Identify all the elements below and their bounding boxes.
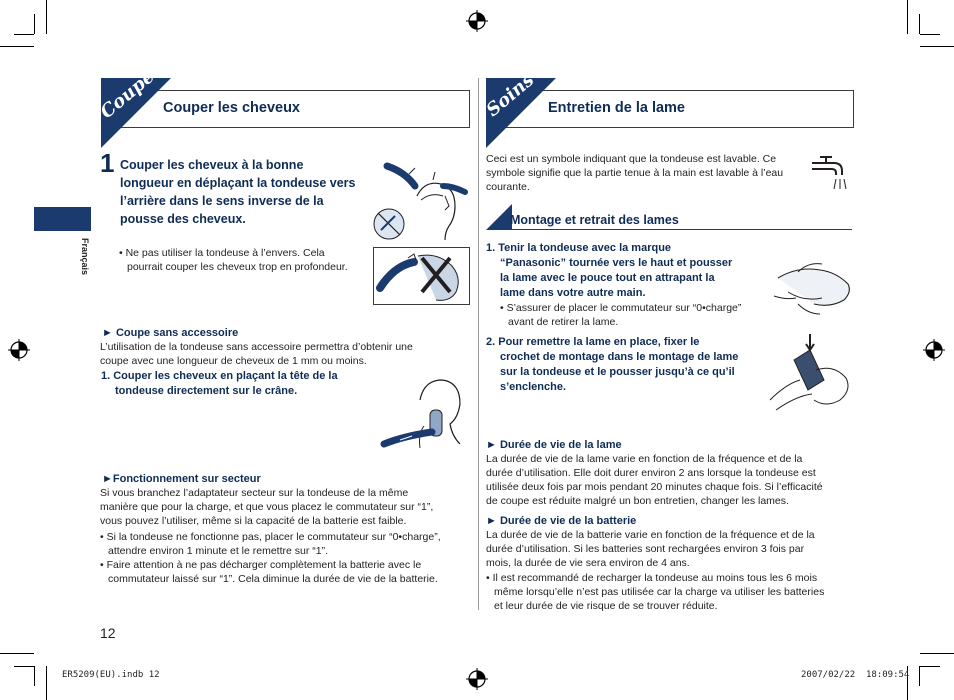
footer-file: ER5209(EU).indb 12 — [62, 670, 160, 680]
step-text: Couper les cheveux à la bonne longueur en déplaçant la tondeuse vers l’arrière dans le sens inverse de la pousse des cheveux. — [120, 158, 356, 226]
crop-mark — [920, 666, 940, 667]
subsection-underline — [487, 229, 852, 230]
section-title: Entretien de la lame — [548, 100, 685, 116]
crop-mark — [46, 0, 47, 34]
subsection-title: Montage et retrait des lames — [510, 213, 679, 227]
crop-mark — [920, 34, 940, 35]
registration-mark-icon — [466, 10, 488, 32]
sans-accessoire-step: 1. Couper les cheveux en plaçant la tête de la tondeuse directement sur le crâne. — [101, 370, 338, 397]
page-number: 12 — [100, 625, 116, 641]
secteur-bullet: • Faire attention à ne pas décharger complètement la batterie avec le commutateur laissé sur “1”. Cela diminue la durée de vie de la batterie. — [100, 559, 438, 585]
crop-mark — [14, 666, 34, 667]
subsection-triangle — [486, 204, 512, 230]
crop-mark — [46, 666, 47, 700]
montage-step-1-note: • S’assurer de placer le commutateur sur “0•charge” avant de retirer la lame. — [500, 302, 742, 328]
section-title: Couper les cheveux — [163, 100, 300, 116]
faucet-washable-icon — [810, 155, 854, 191]
crop-mark — [920, 653, 954, 654]
crop-mark — [14, 34, 34, 35]
crop-mark — [907, 0, 908, 34]
crop-mark — [34, 666, 35, 686]
battery-life-heading: ► Durée de vie de la batterie — [486, 515, 637, 527]
column-divider — [478, 78, 479, 610]
crop-mark — [0, 46, 34, 47]
blade-attach-illustration — [766, 330, 854, 416]
battery-life-text: La durée de vie de la batterie varie en fonction de la fréquence et de la durée d’utilisation. Si les batteries sont rechargées environ 3 fois par mois, la durée de vie sera environ de 4 ans. — [486, 529, 815, 569]
section-tab-label: Soins — [482, 69, 539, 121]
secteur-bullet: • Si la tondeuse ne fonctionne pas, placer le commutateur sur “0•charge”, attendre environ 1 minute et le remettre sur “1”. — [100, 531, 441, 557]
hair-cut-illustration — [373, 156, 469, 246]
no-reverse-illustration — [374, 248, 467, 302]
montage-step-1: 1. Tenir la tondeuse avec la marque “Panasonic” tournée vers le haut et pousser la lame avec le pouce tout en attrapant la lame dans votre autre main. — [486, 242, 733, 299]
washable-text: Ceci est un symbole indiquant que la tondeuse est lavable. Ce symbole signifie que la partie tenue à la main est lavable à l’eau courante. — [486, 153, 784, 193]
head-clipper-illustration — [380, 370, 468, 456]
secteur-heading: ►Fonctionnement sur secteur — [102, 473, 261, 485]
step-note: • Ne pas utiliser la tondeuse à l’envers. Cela pourrait couper les cheveux trop en profondeur. — [119, 247, 348, 273]
side-tab-label: Français — [80, 238, 90, 276]
secteur-text: Si vous branchez l’adaptateur secteur sur la tondeuse de la même manière que pour la charge, et que vous placez le commutateur sur “1”, vous pouvez l’utiliser, même si la capacité de la batterie est faible. — [100, 487, 434, 527]
registration-mark-icon — [8, 339, 30, 361]
registration-mark-icon — [466, 668, 488, 690]
registration-mark-icon — [923, 339, 945, 361]
crop-mark — [919, 14, 920, 34]
sans-accessoire-heading: ► Coupe sans accessoire — [102, 327, 239, 339]
sans-accessoire-text: L’utilisation de la tondeuse sans accessoire permettra d’obtenir une coupe avec une longueur de cheveux de 1 mm ou moins. — [100, 341, 413, 367]
side-tab — [34, 207, 91, 231]
battery-life-bullet: • Il est recommandé de recharger la tondeuse au moins tous les 6 mois même lorsqu’elle n’est pas utilisée car la charge va utiliser les batteries et leur durée de vie risque de se trouver réduite. — [486, 572, 825, 612]
blade-life-text: La durée de vie de la lame varie en fonction de la fréquence et de la durée d’utilisation. Elle doit durer environ 2 ans lorsque la tondeuse est utilisée deux fois par mois pendant 20 minutes chaque fois. Si l’efficacité de coupe est réduite malgré un bon entretien, changer les lames. — [486, 453, 823, 507]
crop-mark — [0, 653, 34, 654]
crop-mark — [919, 666, 920, 686]
thumb-push-illustration — [768, 252, 854, 318]
crop-mark — [34, 14, 35, 34]
blade-life-heading: ► Durée de vie de la lame — [486, 439, 622, 451]
section-tab-label: Coupe — [96, 66, 159, 123]
footer-date: 2007/02/22 — [801, 670, 856, 680]
crop-mark — [920, 46, 954, 47]
step-number: 1 — [100, 148, 115, 178]
montage-step-2: 2. Pour remettre la lame en place, fixer le crochet de montage dans le montage de lame sur la tondeuse et le pousser jusqu’à ce qu’il s’enclenche. — [486, 336, 739, 393]
footer-time: 18:09:54 — [866, 670, 910, 680]
